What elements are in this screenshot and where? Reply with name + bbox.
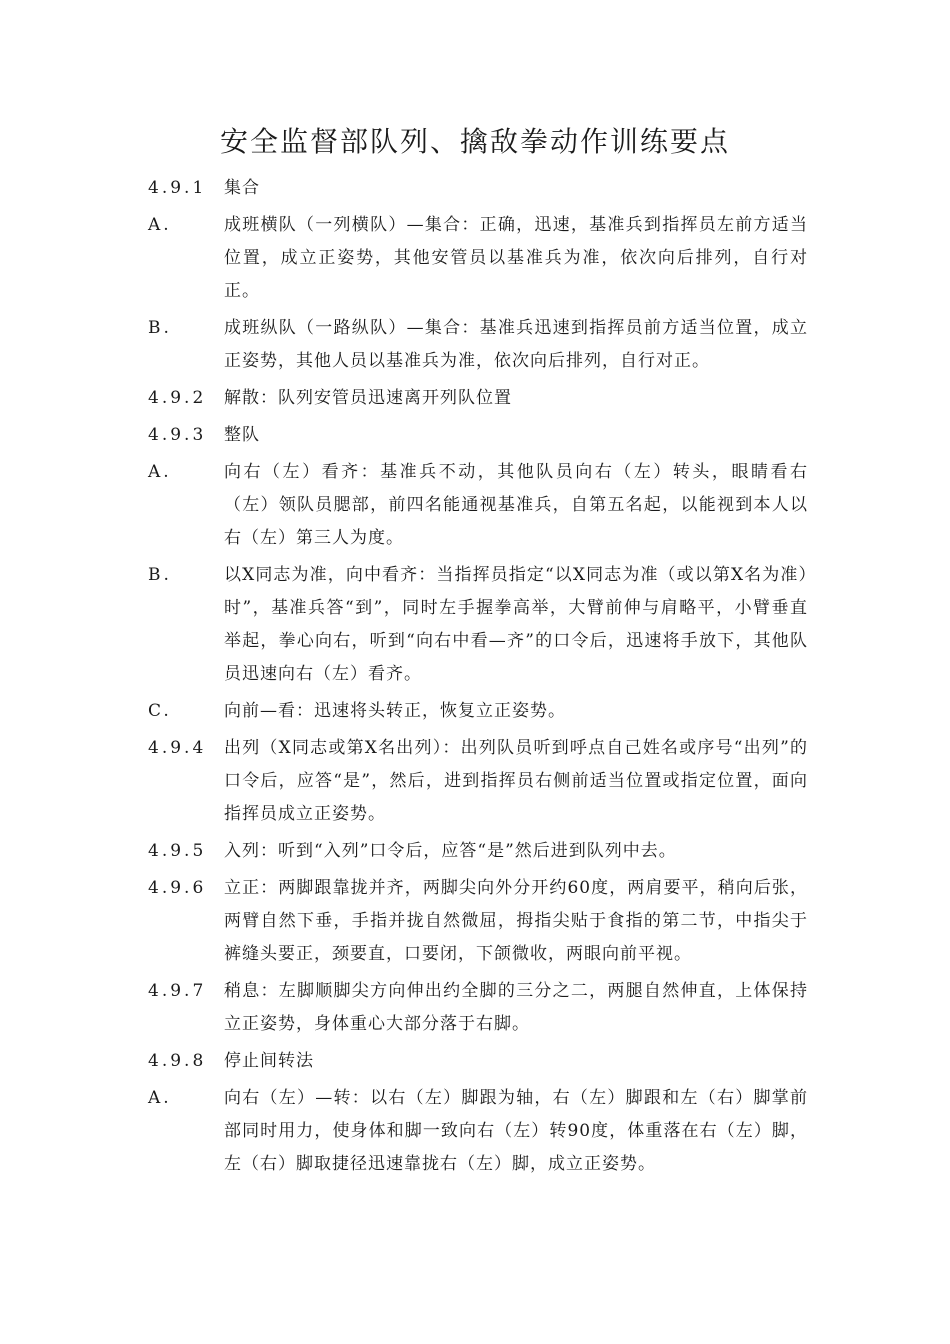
clause-item <box>148 312 808 378</box>
clause-text: 成班纵队（一路纵队）—集合：基准兵迅速到指挥员前方适当位置，成立正姿势，其他人员以基准兵为准，依次向后排列，自行对正。 <box>224 318 808 371</box>
clause-number: A. <box>148 1088 172 1108</box>
clause-text: 向右（左）看齐：基准兵不动，其他队员向右（左）转头，眼睛看右（左）领队员腮部，前四名能通视基准兵，自第五名起，以能视到本人以右（左）第三人为度。 <box>224 462 808 548</box>
clause-number: 4.9.4 <box>148 738 207 758</box>
clause-item <box>148 209 808 308</box>
clause-text: 稍息：左脚顺脚尖方向伸出约全脚的三分之二，两腿自然伸直，上体保持立正姿势，身体重心大部分落于右脚。 <box>224 981 808 1034</box>
clause-number: 4.9.2 <box>148 388 207 408</box>
clause-number: C. <box>148 701 172 721</box>
clause-item <box>148 559 808 691</box>
clause-number: A. <box>148 215 172 235</box>
clause-text: 成班横队（一列横队）—集合：正确，迅速，基准兵到指挥员左前方适当位置，成立正姿势，其他安管员以基准兵为准，依次向后排列，自行对正。 <box>224 215 808 301</box>
clause-text: 入列：听到“入列”口令后，应答“是”然后进到队列中去。 <box>224 841 677 861</box>
clause-item <box>148 835 808 868</box>
clause-text: 向前—看：迅速将头转正，恢复立正姿势。 <box>224 701 566 721</box>
clause-item <box>148 695 808 728</box>
clause-number: 4.9.3 <box>148 425 207 445</box>
clause-text: 出列（X同志或第X名出列）：出列队员听到呼点自己姓名或序号“出列”的口令后，应答“是”，然后，进到指挥员右侧前适当位置或指定位置，面向指挥员成立正姿势。 <box>224 738 808 824</box>
clause-number: 4.9.5 <box>148 841 207 861</box>
clause-item <box>148 732 808 831</box>
clause-item <box>148 382 808 415</box>
clause-item <box>148 456 808 555</box>
clause-number: A. <box>148 462 172 482</box>
clause-number: 4.9.6 <box>148 878 207 898</box>
clause-item <box>148 872 808 971</box>
clause-number: B. <box>148 565 172 585</box>
clause-text: 解散：队列安管员迅速离开列队位置 <box>224 388 512 408</box>
clause-number: B. <box>148 318 172 338</box>
clause-item <box>148 1045 808 1078</box>
page-title: 安全监督部队列、擒敌拳动作训练要点 <box>219 125 730 158</box>
clause-number: 4.9.8 <box>148 1051 207 1071</box>
clause-text: 停止间转法 <box>224 1051 314 1071</box>
clause-item <box>148 1082 808 1181</box>
clause-text: 立正：两脚跟靠拢并齐，两脚尖向外分开约60度，两肩要平，稍向后张，两臂自然下垂，手指并拢自然微屈，拇指尖贴于食指的第二节，中指尖于裤缝头要正，颈要直，口要闭，下颌微收，两眼向前平视。 <box>224 878 808 964</box>
clause-item <box>148 975 808 1041</box>
clause-item <box>148 172 808 205</box>
clause-item <box>148 419 808 452</box>
clause-list <box>148 172 808 1185</box>
clause-number: 4.9.7 <box>148 981 207 1001</box>
clause-text: 整队 <box>224 425 260 445</box>
clause-number: 4.9.1 <box>148 178 207 198</box>
clause-text: 以X同志为准，向中看齐：当指挥员指定“以X同志为准（或以第X名为准）时”，基准兵答“到”，同时左手握拳高举，大臂前伸与肩略平，小臂垂直举起，拳心向右，听到“向右中看—齐”的口令后，迅速将手放下，其他队员迅速向右（左）看齐。 <box>224 565 808 684</box>
clause-text: 集合 <box>224 178 260 198</box>
clause-text: 向右（左）—转：以右（左）脚跟为轴，右（左）脚跟和左（右）脚掌前部同时用力，使身体和脚一致向右（左）转90度，体重落在右（左）脚，左（右）脚取捷径迅速靠拢右（左）脚，成立正姿势。 <box>224 1088 808 1174</box>
